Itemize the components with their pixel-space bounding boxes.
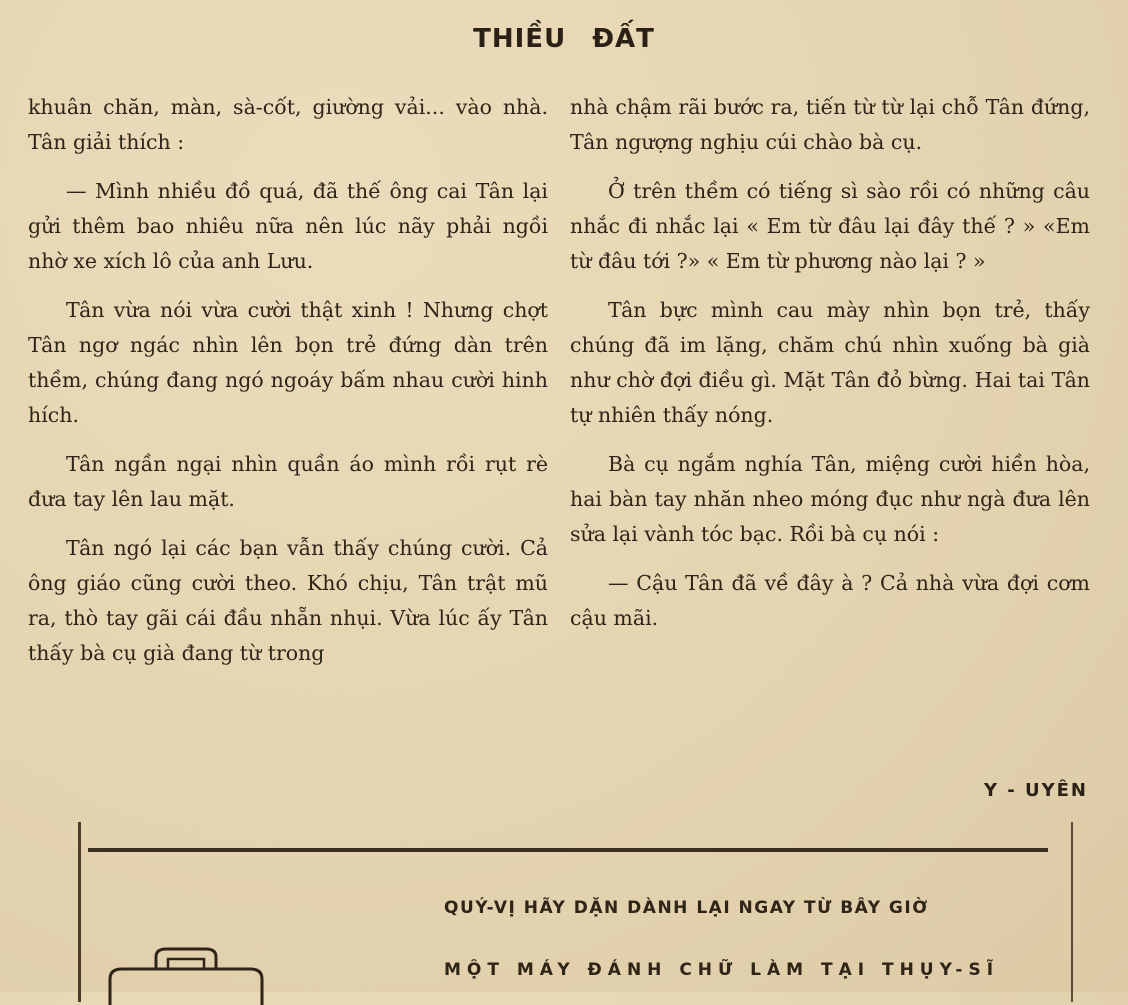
paragraph: Tân ngó lại các bạn vẫn thấy chúng cười. Cả ông giáo cũng cười theo. Khó chịu, Tân trật mũ ra, thò tay gãi cái đầu nhẵn nhụi. Vừa lúc ấy Tân thấy bà cụ già đang từ trong bbox=[28, 536, 548, 665]
paragraph: Ở trên thềm có tiếng sì sào rồi có những câu nhắc đi nhắc lại « Em từ đâu lại đây thế ? » «Em từ đâu tới ?» « Em từ phương nào lại ? » bbox=[570, 179, 1090, 273]
paragraph: Tân ngần ngại nhìn quần áo mình rồi rụt rè đưa tay lên lau mặt. bbox=[28, 452, 548, 511]
advertisement-subheadline: MỘT MÁY ĐÁNH CHỮ LÀM TẠI THỤY-SĨ bbox=[444, 960, 1000, 980]
paragraph: nhà chậm rãi bước ra, tiến từ từ lại chỗ Tân đứng, Tân ngượng nghịu cúi chào bà cụ. bbox=[570, 95, 1090, 154]
typewriter-case-icon bbox=[106, 945, 266, 1005]
paragraph: Tân bực mình cau mày nhìn bọn trẻ, thấy chúng đã im lặng, chăm chú nhìn xuống bà già như chờ đợi điều gì. Mặt Tân đỏ bừng. Hai tai Tân tự nhiên thấy nóng. bbox=[570, 298, 1090, 427]
paragraph: Bà cụ ngắm nghía Tân, miệng cười hiền hòa, hai bàn tay nhăn nheo móng đục như ngà đưa lên sửa lại vành tóc bạc. Rồi bà cụ nói : bbox=[570, 452, 1090, 546]
header-title-right: ĐẤT bbox=[592, 24, 655, 54]
author-signature: Y - UYÊN bbox=[983, 780, 1088, 801]
left-column bbox=[28, 90, 548, 685]
paragraph: — Cậu Tân đã về đây à ? Cả nhà vừa đợi cơm cậu mãi. bbox=[570, 571, 1090, 630]
right-column bbox=[570, 90, 1090, 650]
page-header bbox=[0, 24, 1128, 54]
advertisement-rule bbox=[88, 848, 1048, 852]
advertisement-headline: QUÝ-VỊ HÃY DẶN DÀNH LẠI NGAY TỪ BÂY GIỜ bbox=[444, 898, 929, 918]
header-title-left: THIỀU bbox=[473, 24, 567, 54]
paragraph: — Mình nhiều đồ quá, đã thế ông cai Tân lại gửi thêm bao nhiêu nữa nên lúc nãy phải ngồi nhờ xe xích lô của anh Lưu. bbox=[28, 179, 548, 273]
paragraph: khuân chăn, màn, sà-cốt, giường vải... vào nhà. Tân giải thích : bbox=[28, 95, 548, 154]
paragraph: Tân vừa nói vừa cười thật xinh ! Nhưng chợt Tân ngơ ngác nhìn lên bọn trẻ đứng dàn trên thềm, chúng đang ngó ngoáy bấm nhau cười hinh hích. bbox=[28, 298, 548, 427]
